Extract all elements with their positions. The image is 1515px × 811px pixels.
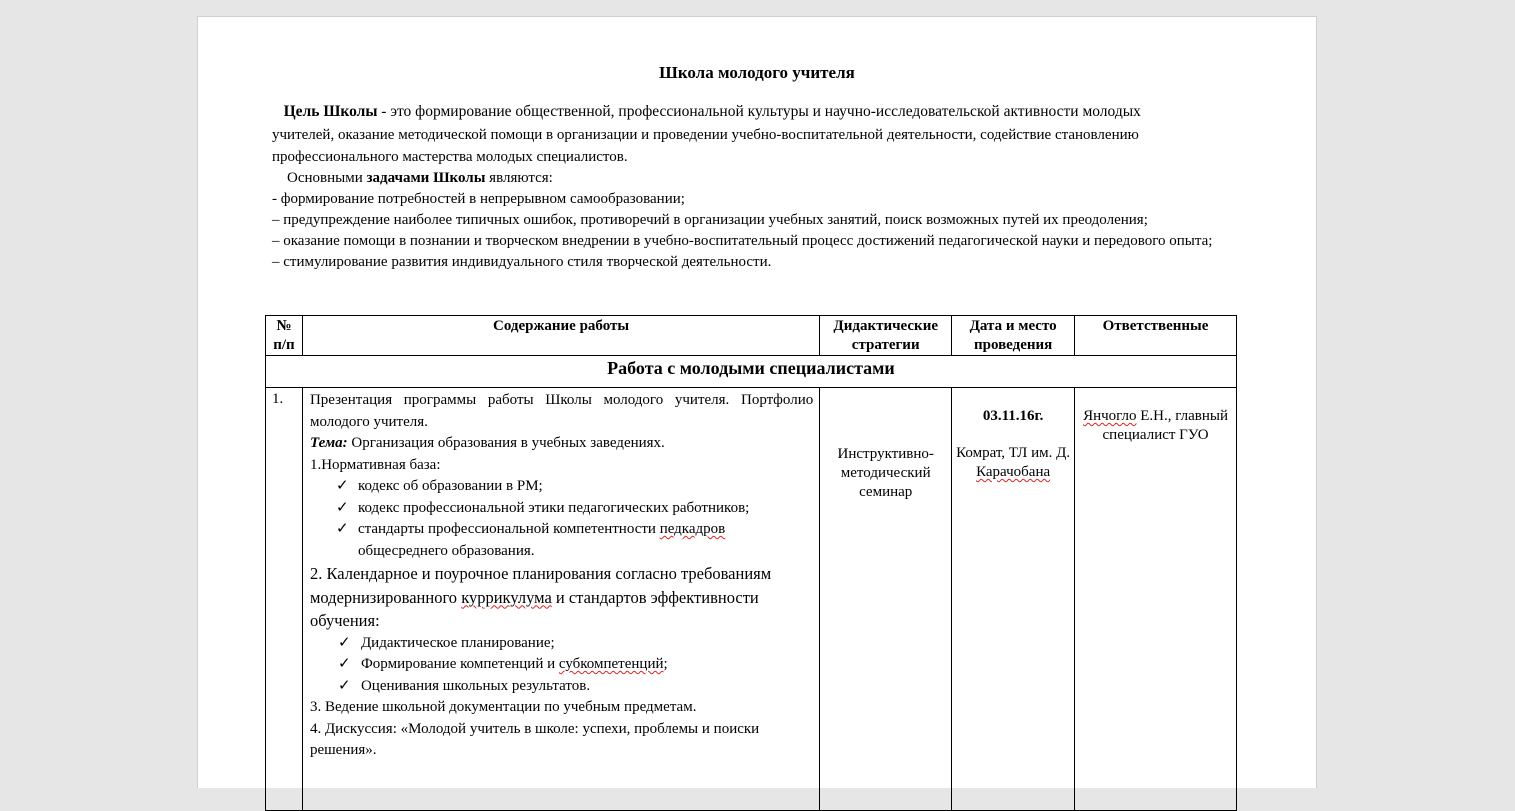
tasks-block	[272, 168, 1247, 273]
theme-text: Организация образования в учебных заведениях.	[347, 435, 665, 451]
goal-text-rest: учителей, оказание методической помощи в организации и проведении учебно-воспитательной деятельности, содействие становлению профессионального мастерства молодых специалистов.	[272, 126, 1139, 165]
section-row	[266, 356, 1237, 388]
list-item	[310, 676, 813, 698]
checkmark-icon: ✓	[335, 499, 349, 516]
point2-text: 2. Календарное и поурочное планирования согласно требованиям модернизированного	[309, 564, 772, 607]
task-item: – оказание помощи в познании и творческом внедрении в учебно-воспитательный процесс достижений педагогической науки и передового опыта;	[272, 233, 1213, 249]
list-item-text: ;	[663, 656, 668, 672]
list-item-text: Дидактическое планирование;	[360, 634, 555, 651]
row-content	[302, 388, 819, 811]
goal-paragraph	[272, 101, 1247, 169]
table-header-row	[266, 316, 1237, 356]
content-point-4: 4. Дискуссия: «Молодой учитель в школе: успехи, проблемы и поиски решения».	[309, 720, 760, 758]
theme-label: Тема:	[309, 435, 348, 451]
list-item	[310, 654, 813, 676]
list-item-text: кодекс об образовании в РМ;	[357, 478, 543, 494]
table-row	[266, 388, 1237, 811]
tasks-intro-post: являются:	[485, 170, 553, 186]
list-item-text: Формирование компетенций и	[360, 656, 559, 672]
tasks-intro-pre: Основными	[287, 170, 367, 186]
header-content: Содержание работы	[302, 316, 819, 356]
point2-text-end: и стандартов эффективности обучения:	[309, 587, 759, 630]
spellcheck-word: субкомпетенций	[558, 656, 664, 672]
list-item	[310, 476, 813, 498]
content-point-3: 3. Ведение школьной документации по учебным предметам.	[309, 699, 697, 715]
list-item-text: кодекс профессиональной этики педагогических работников;	[357, 499, 750, 516]
spellcheck-word: куррикулума	[461, 587, 552, 607]
spellcheck-word: Янчогло	[1083, 408, 1137, 424]
document-page	[197, 16, 1317, 788]
content-base-label: 1.Нормативная база:	[309, 456, 441, 473]
planning-list	[310, 633, 813, 698]
list-item	[310, 633, 813, 655]
row-number: 1.	[266, 388, 303, 811]
content-point-2	[310, 562, 813, 633]
base-list	[310, 476, 813, 562]
checkmark-icon: ✓	[335, 521, 349, 537]
task-item: – стимулирование развития индивидуального стиля творческой деятельности.	[272, 254, 772, 270]
tasks-intro-bold: задачами Школы	[366, 170, 486, 186]
goal-lead: Цель Школы	[283, 103, 378, 120]
task-item: – предупреждение наиболее типичных ошибок, противоречий в организации учебных занятий, поиск возможных путей их преодоления;	[272, 212, 1148, 228]
header-responsible: Ответственные	[1075, 316, 1237, 356]
responsible-text: Е.Н., главный специалист ГУО	[1102, 408, 1229, 443]
spellcheck-word: педкадров	[659, 521, 726, 537]
task-item: - формирование потребностей в непрерывном самообразовании;	[272, 191, 685, 207]
checkmark-icon: ✓	[337, 677, 351, 694]
content-intro: Презентация программы работы Школы молодого учителя. Портфолио молодого учителя.	[309, 392, 814, 430]
list-item	[310, 519, 813, 562]
plan-table	[265, 315, 1237, 811]
checkmark-icon: ✓	[337, 634, 351, 651]
page-title: Школа молодого учителя	[659, 63, 855, 82]
checkmark-icon: ✓	[337, 656, 351, 672]
row-strategy: Инструктивно-методический семинар	[820, 388, 952, 811]
section-title: Работа с молодыми специалистами	[266, 356, 1237, 388]
goal-text-first: - это формирование общественной, профессиональной культуры и научно-исследовательской активности молодых	[377, 103, 1141, 120]
header-strategy: Дидактические стратегии	[820, 316, 952, 356]
list-item	[310, 498, 813, 520]
row-place: Комрат, ТЛ им. Д.	[956, 445, 1071, 461]
header-date: Дата и место проведения	[952, 316, 1075, 356]
content-theme	[310, 433, 813, 455]
tasks-intro	[272, 168, 1247, 189]
row-date-place	[952, 388, 1075, 811]
checkmark-icon: ✓	[335, 478, 349, 494]
row-date: 03.11.16г.	[982, 408, 1044, 424]
list-item-text: Оценивания школьных результатов.	[360, 677, 591, 694]
header-num: № п/п	[266, 316, 303, 356]
list-item-text: стандарты профессиональной компетентности	[357, 521, 660, 537]
row-responsible	[1075, 388, 1237, 811]
spellcheck-word: Карачобана	[976, 464, 1051, 480]
list-item-text: общесреднего образования.	[357, 542, 535, 559]
